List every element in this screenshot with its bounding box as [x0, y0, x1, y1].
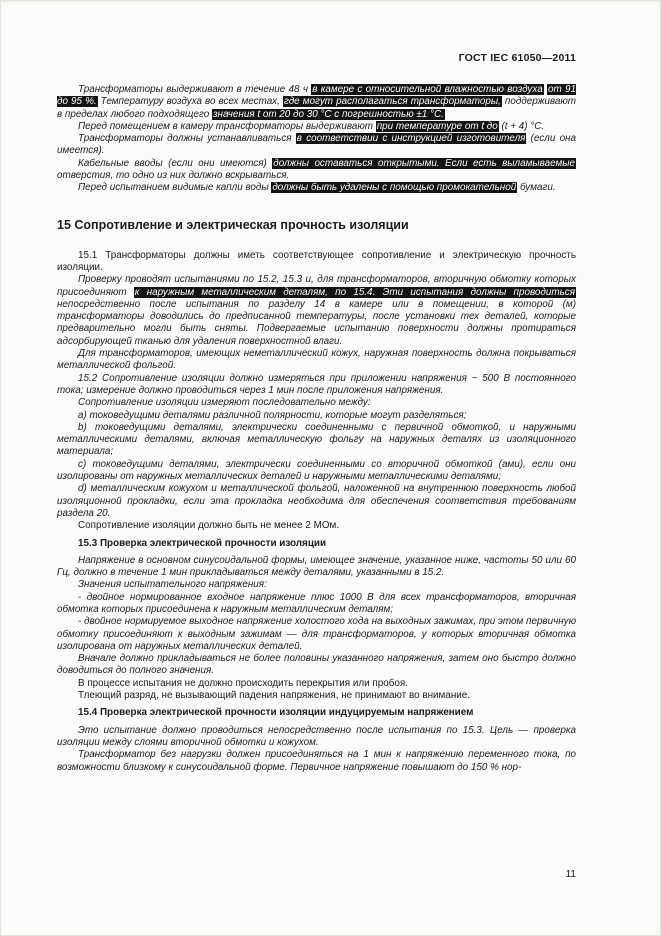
dash-item-input-voltage — [57, 592, 576, 617]
text-run: отверстия, то одно из них должно вскрываться. — [57, 170, 290, 182]
paragraph-15-2 — [57, 373, 576, 398]
highlighted-text: где могут располагаться трансформаторы, — [283, 96, 501, 108]
text-run: Для трансформаторов, имеющих неметаллический кожух, наружная поверхность должна покрываться металлической фольгой. — [57, 348, 576, 372]
subsection-15-3-heading — [57, 538, 576, 550]
list-item-c — [57, 459, 576, 484]
text-run: Это испытание должно проводиться непосредственно после испытания по 15.3. Цель — проверка изоляции между слоями вторичной обмотки и кожухом. — [57, 724, 576, 748]
text-run: Вначале должно прикладываться не более половины указанного напряжения, затем оно быстро должно доводиться до полного значения. — [57, 653, 576, 677]
highlighted-text: в камере с относительной влажностью воздуха — [312, 84, 543, 95]
highlighted-text: значения t от 20 до 30 °С с погрешностью ±1 °С. — [212, 108, 444, 120]
paragraph-blotting-paper — [57, 182, 576, 194]
document-header: ГОСТ IEC 61050—2011 — [458, 52, 576, 64]
text-run: Тлеющий разряд, не вызывающий падения напряжения, не принимают во внимание. — [78, 690, 471, 702]
text-run: 15.1 Трансформаторы должны иметь соответствующее сопротивление и электрическую прочность изоляции. — [57, 249, 576, 273]
text-run: Сопротивление изоляции измеряют последовательно между: — [78, 397, 371, 409]
paragraph-humidity-test — [57, 84, 576, 121]
page-number: 11 — [565, 869, 576, 880]
dash-item-output-voltage — [57, 616, 576, 653]
text-run: Температуру воздуха во всех местах, — [97, 96, 283, 108]
text-run: Проверку проводят испытаниями по 15.2, 15.3 и, для трансформаторов, вторичную обмотку которых присоединяют — [57, 274, 576, 298]
list-item-d — [57, 483, 576, 520]
text-run: непосредственно после испытания по разделу 14 в камере или в помещении, в которой (м) трансформаторы доводились до предписанной температуры, после установки тех деталей, которые предварительно могли быть сняты. Подвергаемые испытанию поверхности должны протираться адсорбирующей тканью для удаления поверхностной влаги. — [57, 298, 576, 347]
text-run: Кабельные вводы (если они имеются) — [78, 157, 273, 169]
text-run: 15.2 Сопротивление изоляции должно измеряться при приложении напряжения ~ 500 В постоянного тока; измерение должно проводиться через 1 мин после приложения напряжения. — [57, 372, 576, 396]
paragraph-installation — [57, 133, 576, 158]
paragraph-min-resistance — [57, 520, 576, 532]
text-run: d) металлическим кожухом и металлической фольгой, наложенной на внутреннюю поверхность любой изоляционной прокладки, если эта прокладка необходима для обеспечения соответствия требованиям раздела 20. — [57, 483, 576, 519]
text-run: Трансформаторы выдерживают в течение 48 ч — [78, 84, 312, 95]
paragraph-foil-cover — [57, 348, 576, 373]
text-run: Трансформатор без нагрузки должен присоединяться на 1 мин к напряжению переменного тока, по возможности близкому к синусоидальной форме. Первичное напряжение повышают до 150 % нор- — [57, 749, 576, 773]
highlighted-text: от 91 до 95 %. — [57, 84, 576, 108]
text-run: Перед помещением в камеру трансформаторы выдерживают — [78, 120, 376, 132]
highlighted-text: к наружным металлическим деталям, по 15.4. Эти испытания должны проводиться — [134, 286, 575, 298]
text-run: Сопротивление изоляции должно быть не менее 2 МОм. — [78, 520, 340, 532]
paragraph-no-load-test — [57, 749, 576, 774]
highlighted-text: в соответствии с инструкцией изготовителя — [296, 133, 526, 145]
text-run: В процессе испытания не должно происходить перекрытия или пробоя. — [78, 677, 409, 689]
highlighted-text: при температуре от t до — [376, 120, 498, 132]
section-15-heading — [57, 218, 576, 233]
text-run: (t + 4) °С. — [498, 120, 545, 132]
text-run: поддерживают в пределах любого подходящего — [57, 96, 577, 120]
text-run: с) токоведущими деталями, электрически соединенными со вторичной обмоткой (ами), если они изолированы от наружных металлических деталей и наружными металлическими деталями; — [57, 458, 576, 483]
paragraph-glow-discharge — [57, 690, 576, 702]
paragraph-test-voltage-values — [57, 579, 576, 591]
paragraph-measure-between — [57, 397, 576, 409]
text-run: (если она имеется). — [57, 133, 576, 157]
text-run: 15.3 Проверка электрической прочности изоляции — [78, 537, 327, 549]
text-run: а) токоведущими деталями различной полярности, которые могут разделяться; — [78, 409, 467, 421]
paragraph-cable-entries — [57, 158, 576, 183]
text-run: Значения испытательного напряжения: — [78, 579, 267, 591]
paragraph-pre-chamber — [57, 121, 576, 133]
paragraph-15-4-purpose — [57, 725, 576, 750]
text-run: бумаги. — [517, 182, 556, 194]
list-item-b — [57, 422, 576, 459]
text-run: Напряжение в основном синусоидальной формы, имеющее значение, указанное ниже, частоты 50 или 60 Гц, должно в течение 1 мин прикладываться между деталями, указанными в 15.2. — [57, 554, 576, 579]
paragraph-15-3-voltage — [57, 555, 576, 580]
subsection-15-4-heading — [57, 707, 576, 719]
highlighted-text: должны оставаться открытыми. Если есть выламываемые — [273, 157, 575, 169]
text-run: - двойное нормируемое выходное напряжение холостого хода на выходных зажимах, при этом первичную обмотку присоединяют к выходным зажимам — для трансформаторов, у которых вторичная обмотка изолирована от наружных металлических деталей. — [57, 616, 576, 652]
text-run: Трансформаторы должны устанавливаться — [78, 133, 296, 145]
document-body — [57, 84, 576, 774]
paragraph-no-breakdown — [57, 678, 576, 690]
paragraph-apply-half — [57, 653, 576, 678]
paragraph-15-1 — [57, 250, 576, 275]
text-run: 15.4 Проверка электрической прочности изоляции индуцируемым напряжением — [78, 707, 474, 719]
text-run: - двойное нормированное входное напряжение плюс 1000 В для всех трансформаторов, вторичная обмотка которых присоединена к наружным металлическим деталям; — [57, 591, 576, 615]
text-run: b) токоведущими деталями, электрически соединенными с первичной обмоткой, и наружными металлическими деталями, включая металлическую фольгу на наружных деталях из изоляционного материала; — [57, 421, 576, 458]
text-run: 15 Сопротивление и электрическая прочность изоляции — [57, 217, 409, 232]
text-run: Перед испытанием видимые капли воды — [78, 182, 272, 194]
paragraph-15-1-verification — [57, 274, 576, 348]
highlighted-text: должны быть удалены с помощью промокательной — [272, 182, 517, 194]
list-item-a — [57, 410, 576, 422]
